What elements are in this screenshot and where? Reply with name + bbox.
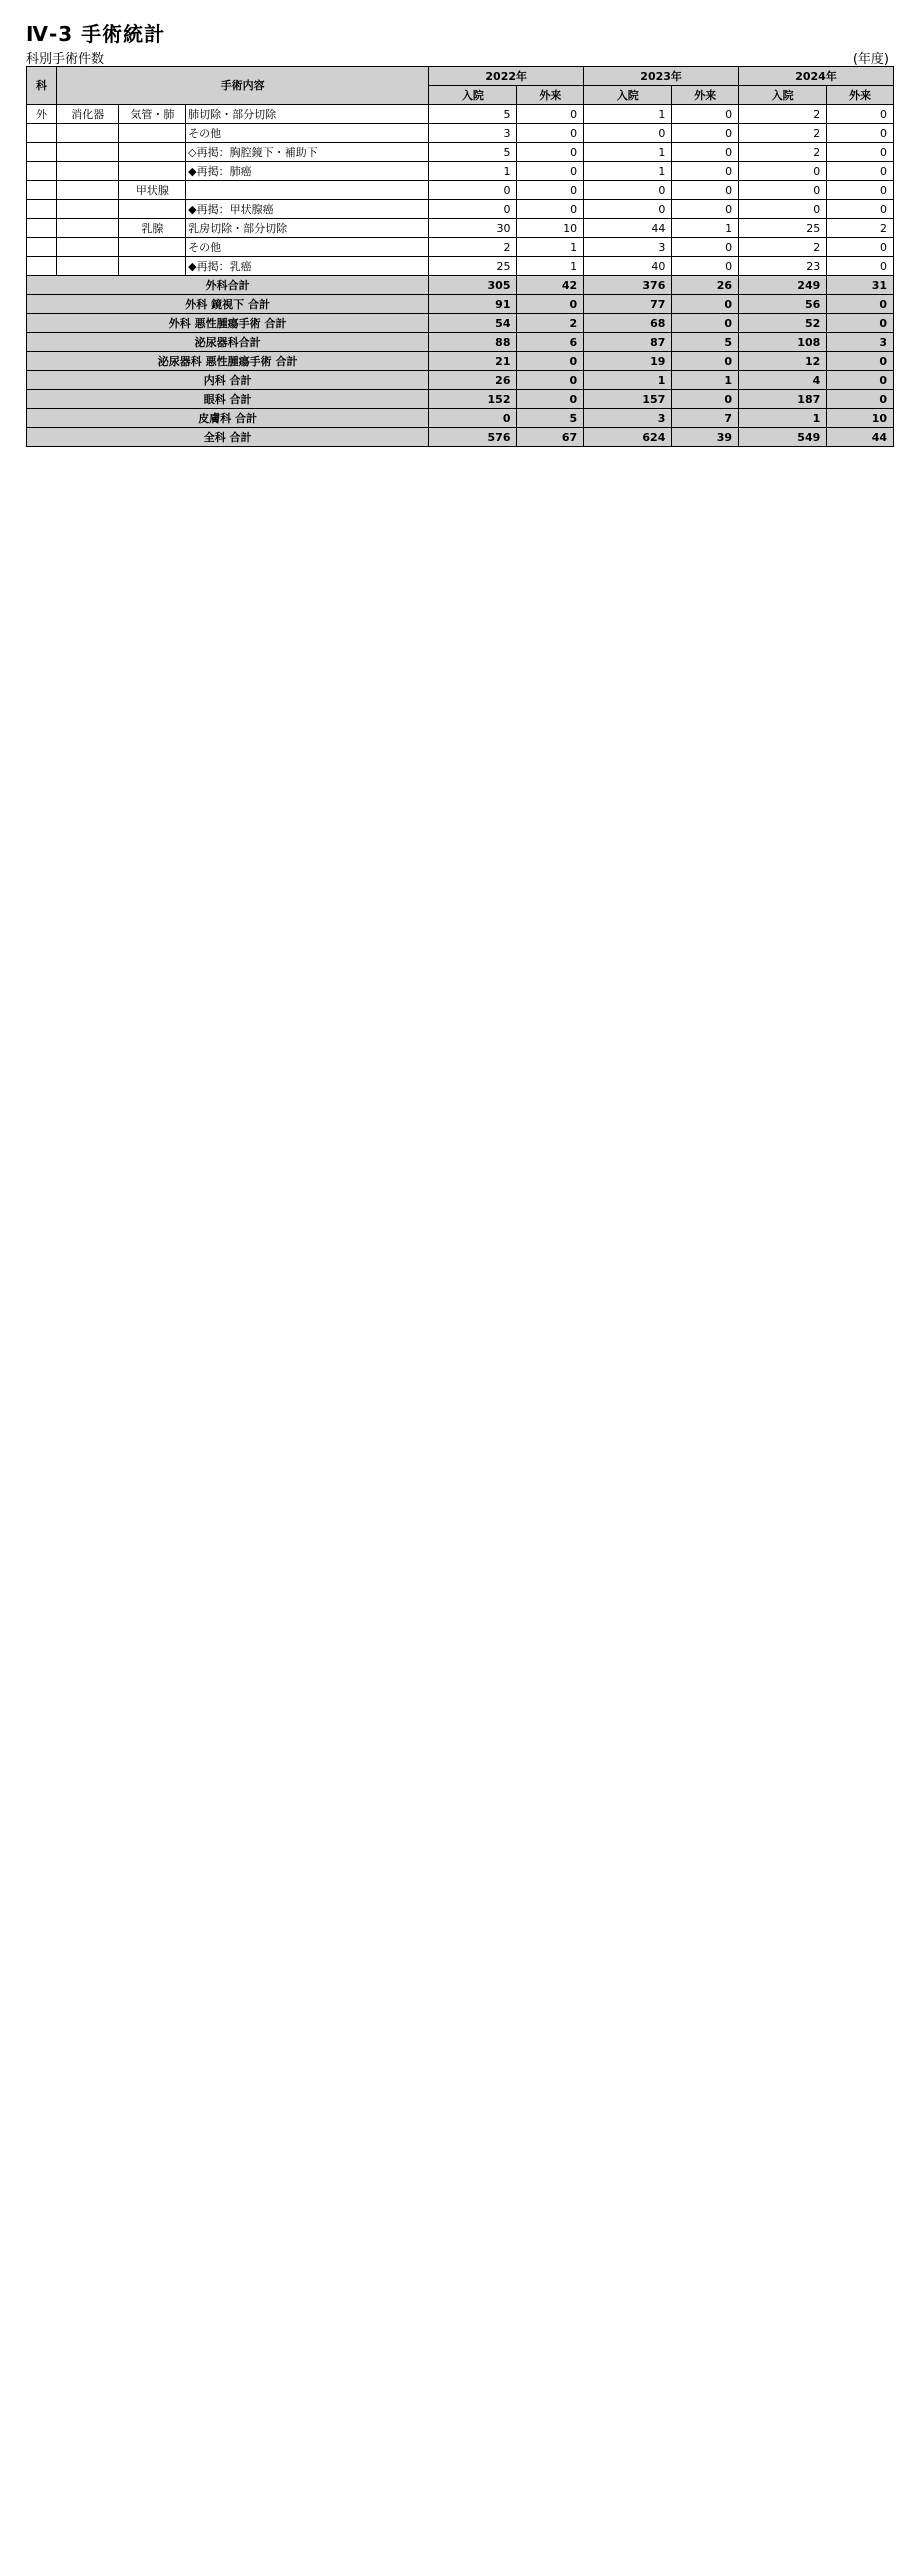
- total-row: [27, 409, 894, 428]
- total-value: 157: [584, 390, 672, 409]
- total-label: 眼科 合計: [27, 390, 429, 409]
- row-value: 1: [584, 162, 672, 181]
- row-value: 0: [739, 162, 827, 181]
- table-row: [27, 162, 894, 181]
- total-value: 1: [739, 409, 827, 428]
- total-value: 0: [827, 371, 894, 390]
- table-row: [27, 238, 894, 257]
- row-value: 2: [827, 219, 894, 238]
- row-value: 0: [672, 257, 739, 276]
- total-label: 外科合計: [27, 276, 429, 295]
- row-value: 0: [827, 124, 894, 143]
- row-value: 0: [517, 162, 584, 181]
- total-value: 26: [672, 276, 739, 295]
- row-label: [27, 181, 57, 200]
- row-label: [119, 257, 186, 276]
- header-in: 入院: [429, 86, 517, 105]
- total-row: [27, 276, 894, 295]
- page-title: Ⅳ-3 手術統計: [26, 22, 166, 46]
- header-in: 入院: [739, 86, 827, 105]
- total-value: 0: [827, 352, 894, 371]
- total-value: 2: [517, 314, 584, 333]
- header-out: 外来: [672, 86, 739, 105]
- row-label: ◇再掲：胸腔鏡下・補助下: [186, 143, 429, 162]
- header-year-2: 2023年: [584, 67, 739, 86]
- total-value: 3: [827, 333, 894, 352]
- row-label: 肺切除・部分切除: [186, 105, 429, 124]
- row-value: 0: [827, 181, 894, 200]
- row-label: [57, 143, 119, 162]
- total-value: 5: [672, 333, 739, 352]
- row-value: 23: [739, 257, 827, 276]
- row-label: [119, 200, 186, 219]
- row-label: [27, 124, 57, 143]
- total-value: 0: [517, 390, 584, 409]
- total-value: 77: [584, 295, 672, 314]
- row-value: 0: [827, 105, 894, 124]
- total-value: 6: [517, 333, 584, 352]
- total-value: 26: [429, 371, 517, 390]
- row-label: 乳腺: [119, 219, 186, 238]
- row-value: 1: [429, 162, 517, 181]
- row-value: 0: [584, 181, 672, 200]
- row-label: ◆再掲：肺癌: [186, 162, 429, 181]
- table-row: [27, 257, 894, 276]
- total-value: 152: [429, 390, 517, 409]
- row-label: [57, 219, 119, 238]
- total-value: 10: [827, 409, 894, 428]
- table-row: [27, 124, 894, 143]
- total-value: 7: [672, 409, 739, 428]
- row-value: 0: [517, 200, 584, 219]
- row-label: 気管・肺: [119, 105, 186, 124]
- header-year-3: 2024年: [739, 67, 894, 86]
- table-row: [27, 181, 894, 200]
- row-value: 0: [584, 124, 672, 143]
- row-label: [119, 162, 186, 181]
- table-row: [27, 219, 894, 238]
- total-row: [27, 352, 894, 371]
- row-value: 2: [739, 105, 827, 124]
- total-value: 0: [827, 314, 894, 333]
- row-value: 0: [672, 162, 739, 181]
- row-value: 10: [517, 219, 584, 238]
- row-label: ◆再掲：乳癌: [186, 257, 429, 276]
- row-value: 30: [429, 219, 517, 238]
- total-value: 56: [739, 295, 827, 314]
- row-value: 0: [672, 124, 739, 143]
- row-value: 3: [584, 238, 672, 257]
- table-row: [27, 105, 894, 124]
- total-label: 泌尿器科合計: [27, 333, 429, 352]
- total-value: 87: [584, 333, 672, 352]
- surgery-stats-table: [26, 66, 894, 447]
- row-value: 2: [739, 238, 827, 257]
- total-value: 88: [429, 333, 517, 352]
- total-value: 0: [517, 371, 584, 390]
- table-subtitle: 科別手術件数: [26, 52, 105, 67]
- total-label: 内科 合計: [27, 371, 429, 390]
- row-label: 甲状腺: [119, 181, 186, 200]
- row-label: 乳房切除・部分切除: [186, 219, 429, 238]
- row-label: [57, 200, 119, 219]
- total-value: 1: [672, 371, 739, 390]
- row-value: 0: [827, 143, 894, 162]
- row-value: 44: [584, 219, 672, 238]
- header-out: 外来: [827, 86, 894, 105]
- row-label: [57, 181, 119, 200]
- total-row: [27, 333, 894, 352]
- row-label: [119, 124, 186, 143]
- row-value: 1: [584, 105, 672, 124]
- total-label: 泌尿器科 悪性腫瘍手術 合計: [27, 352, 429, 371]
- row-value: 0: [517, 105, 584, 124]
- row-label: [186, 181, 429, 200]
- total-value: 249: [739, 276, 827, 295]
- row-value: 0: [739, 200, 827, 219]
- total-value: 549: [739, 428, 827, 447]
- row-value: 25: [429, 257, 517, 276]
- total-value: 0: [672, 352, 739, 371]
- total-row: [27, 314, 894, 333]
- total-value: 0: [517, 352, 584, 371]
- row-value: 2: [739, 143, 827, 162]
- row-label: [27, 143, 57, 162]
- row-label: 消化器: [57, 105, 119, 124]
- row-value: 5: [429, 143, 517, 162]
- row-value: 0: [429, 200, 517, 219]
- row-label: [57, 257, 119, 276]
- row-label: [119, 238, 186, 257]
- total-value: 305: [429, 276, 517, 295]
- row-value: 2: [429, 238, 517, 257]
- table-row: [27, 200, 894, 219]
- total-value: 376: [584, 276, 672, 295]
- row-value: 0: [584, 200, 672, 219]
- row-label: [27, 219, 57, 238]
- row-value: 0: [739, 181, 827, 200]
- total-value: 1: [584, 371, 672, 390]
- header-out: 外来: [517, 86, 584, 105]
- total-value: 0: [827, 295, 894, 314]
- year-note: (年度): [852, 52, 889, 67]
- total-row: [27, 428, 894, 447]
- row-value: 0: [827, 238, 894, 257]
- table-row: [27, 143, 894, 162]
- total-value: 68: [584, 314, 672, 333]
- header-in: 入院: [584, 86, 672, 105]
- total-value: 0: [827, 390, 894, 409]
- row-label: 外: [27, 105, 57, 124]
- total-value: 187: [739, 390, 827, 409]
- row-label: [57, 124, 119, 143]
- row-value: 40: [584, 257, 672, 276]
- row-value: 0: [672, 181, 739, 200]
- row-label: ◆再掲：甲状腺癌: [186, 200, 429, 219]
- total-value: 576: [429, 428, 517, 447]
- total-value: 624: [584, 428, 672, 447]
- row-value: 1: [517, 257, 584, 276]
- row-value: 0: [672, 238, 739, 257]
- row-value: 0: [517, 181, 584, 200]
- row-value: 3: [429, 124, 517, 143]
- total-value: 0: [672, 314, 739, 333]
- row-label: [27, 162, 57, 181]
- total-value: 12: [739, 352, 827, 371]
- row-value: 1: [584, 143, 672, 162]
- row-label: [27, 200, 57, 219]
- row-label: [57, 238, 119, 257]
- row-value: 2: [739, 124, 827, 143]
- row-value: 0: [827, 162, 894, 181]
- row-label: [57, 162, 119, 181]
- row-value: 1: [517, 238, 584, 257]
- total-value: 5: [517, 409, 584, 428]
- total-value: 0: [517, 295, 584, 314]
- total-value: 21: [429, 352, 517, 371]
- row-value: 0: [672, 200, 739, 219]
- row-value: 5: [429, 105, 517, 124]
- header-year-1: 2022年: [429, 67, 584, 86]
- header-dept: 科: [27, 67, 57, 105]
- total-value: 3: [584, 409, 672, 428]
- total-label: 全科 合計: [27, 428, 429, 447]
- total-row: [27, 295, 894, 314]
- row-value: 0: [827, 200, 894, 219]
- total-label: 外科 悪性腫瘍手術 合計: [27, 314, 429, 333]
- row-value: 0: [672, 143, 739, 162]
- total-value: 39: [672, 428, 739, 447]
- total-value: 0: [429, 409, 517, 428]
- row-value: 0: [429, 181, 517, 200]
- total-row: [27, 371, 894, 390]
- row-label: [119, 143, 186, 162]
- row-label: その他: [186, 238, 429, 257]
- row-value: 0: [672, 105, 739, 124]
- total-value: 67: [517, 428, 584, 447]
- total-value: 31: [827, 276, 894, 295]
- row-value: 0: [517, 143, 584, 162]
- total-value: 19: [584, 352, 672, 371]
- row-value: 0: [827, 257, 894, 276]
- row-label: [27, 238, 57, 257]
- row-value: 0: [517, 124, 584, 143]
- total-value: 52: [739, 314, 827, 333]
- total-value: 54: [429, 314, 517, 333]
- row-value: 1: [672, 219, 739, 238]
- total-value: 91: [429, 295, 517, 314]
- total-label: 外科 鏡視下 合計: [27, 295, 429, 314]
- header-proc: 手術内容: [57, 67, 429, 105]
- total-value: 0: [672, 295, 739, 314]
- total-value: 4: [739, 371, 827, 390]
- total-label: 皮膚科 合計: [27, 409, 429, 428]
- total-value: 42: [517, 276, 584, 295]
- total-value: 0: [672, 390, 739, 409]
- row-value: 25: [739, 219, 827, 238]
- total-value: 108: [739, 333, 827, 352]
- row-label: [27, 257, 57, 276]
- row-label: その他: [186, 124, 429, 143]
- total-value: 44: [827, 428, 894, 447]
- total-row: [27, 390, 894, 409]
